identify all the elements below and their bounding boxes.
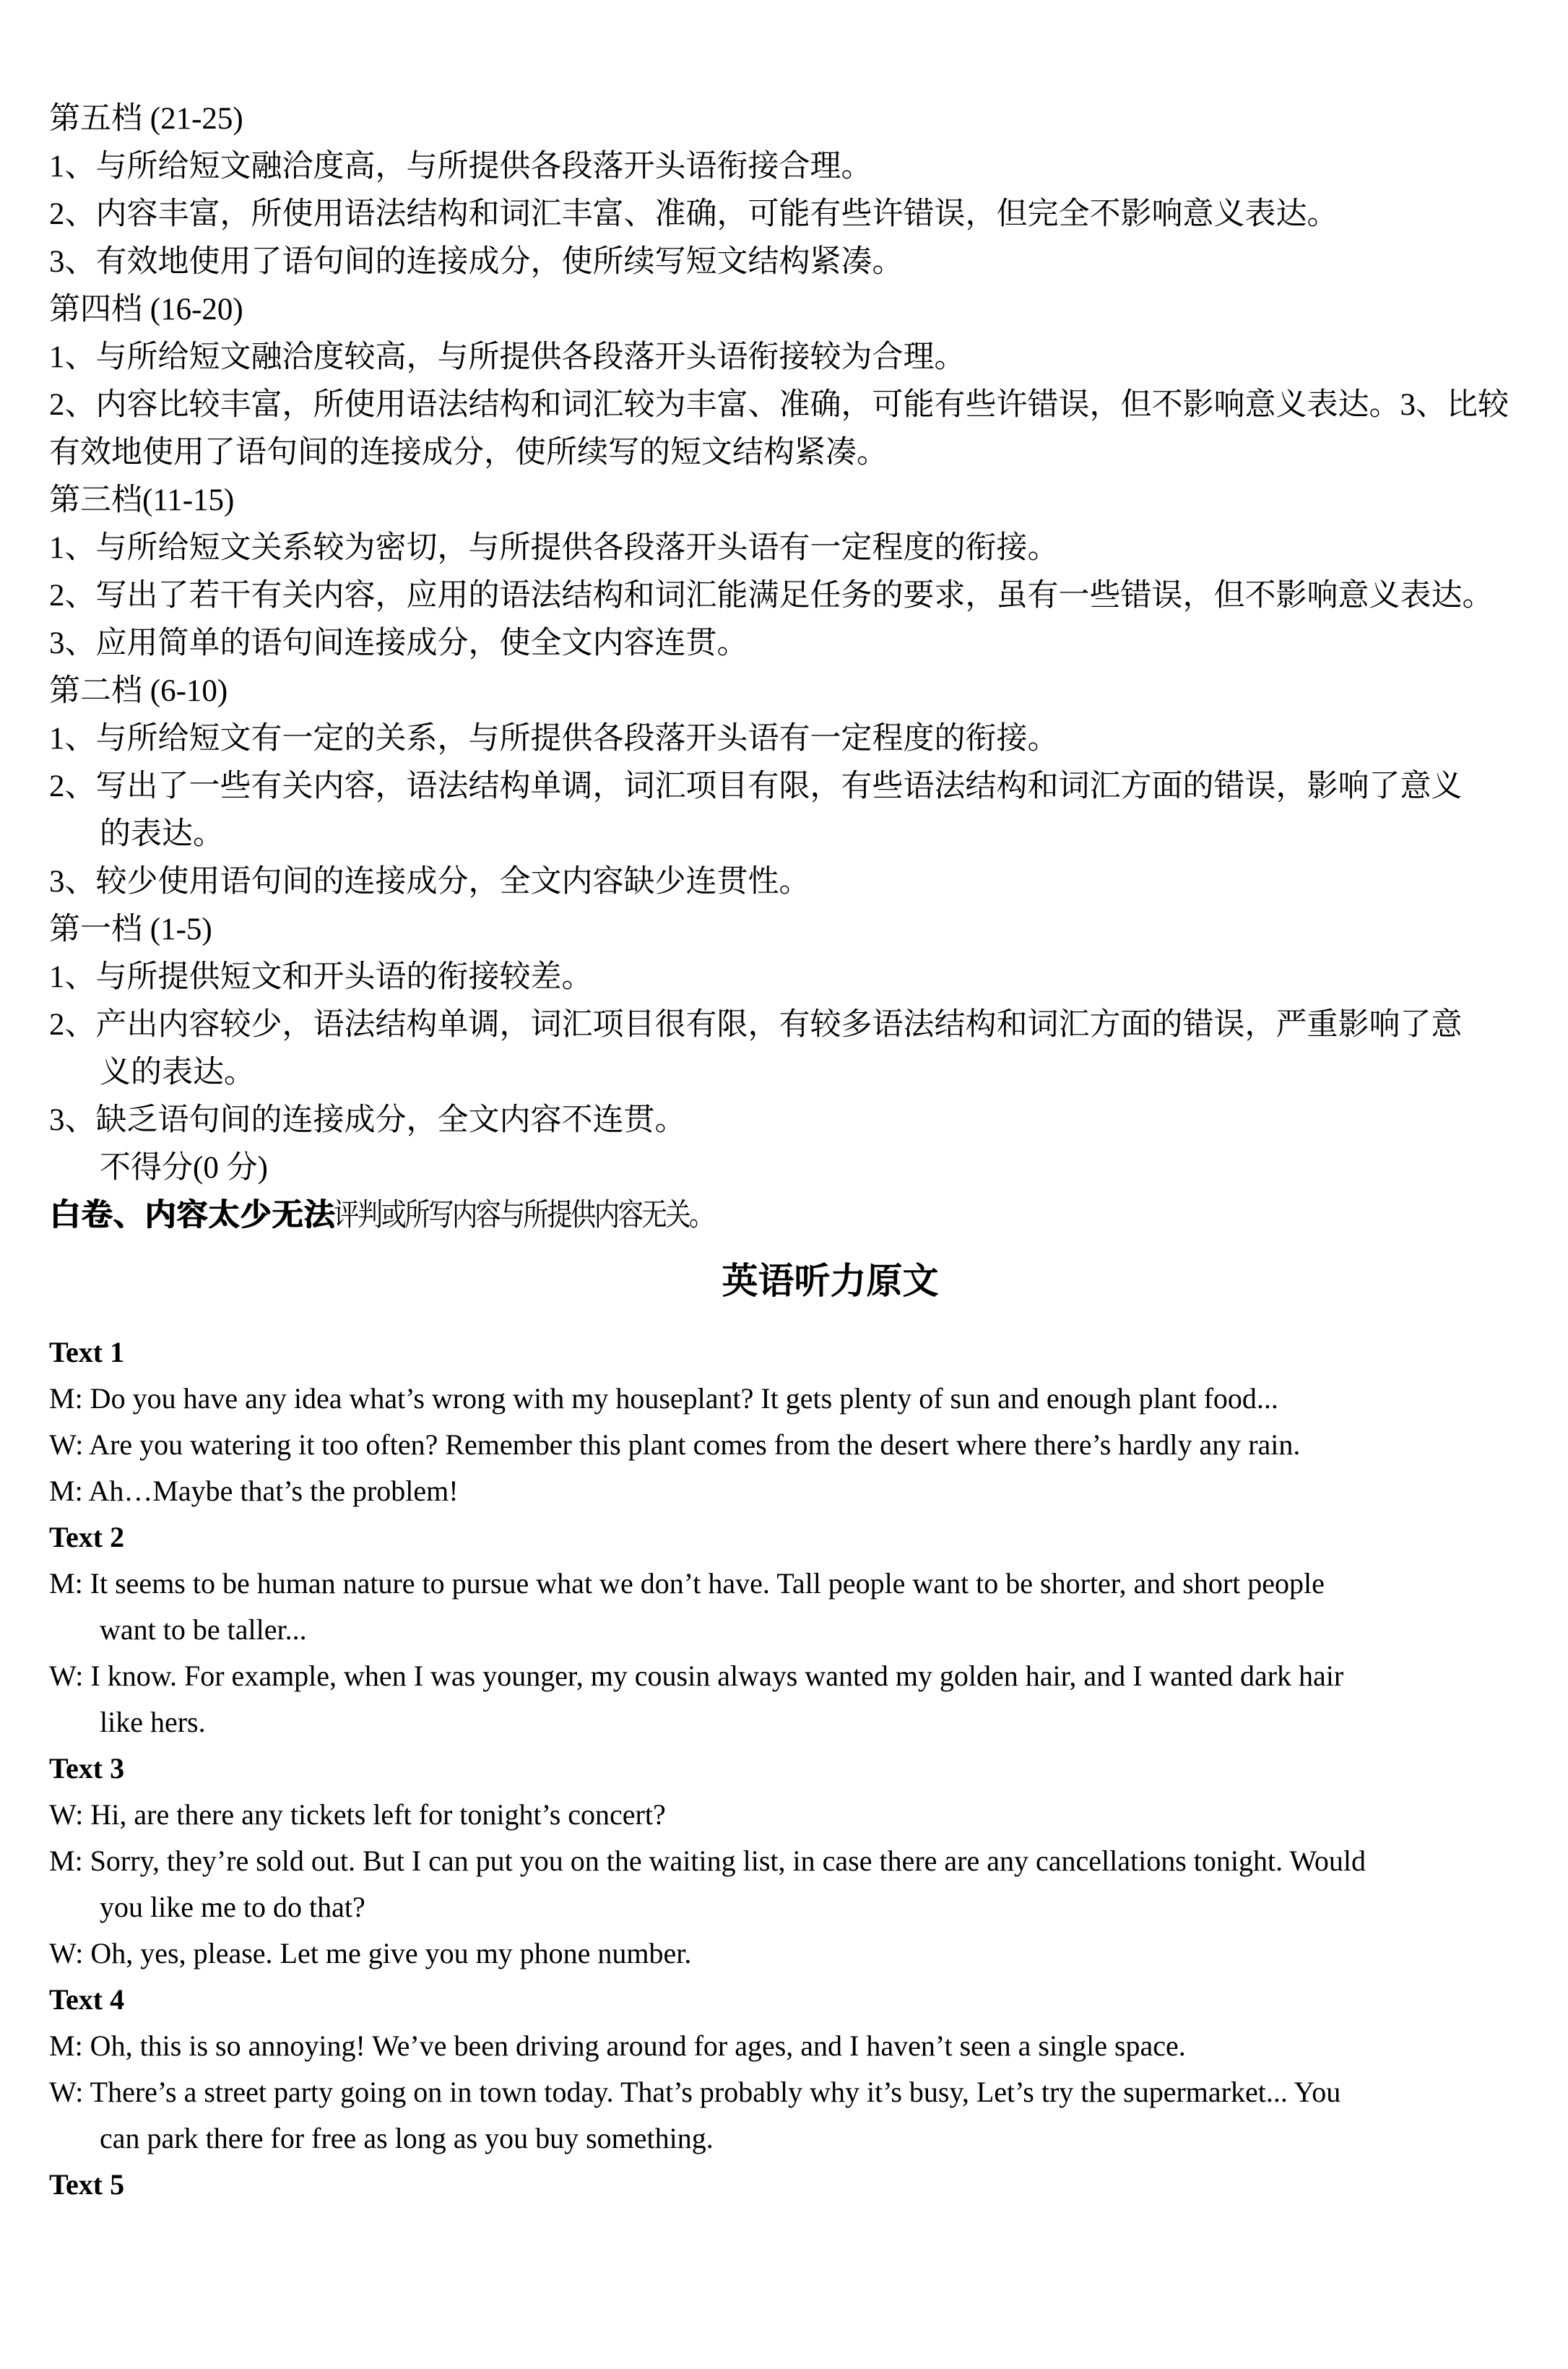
transcript-line: Text 1 (49, 1336, 125, 1368)
transcript-section (49, 1329, 1525, 2208)
rubric-line: 第四档 (16-20) (49, 293, 243, 327)
transcript-line: Text 2 (49, 1521, 125, 1553)
transcript-line: W: There’s a street party going on in town today. That’s probably why it’s busy, Let’s try the supermarket... You (49, 2076, 1341, 2108)
rubric-line: 有效地使用了语句间的连接成分，使所续写的短文结构紧凑。 (49, 436, 888, 470)
transcript-line: can park there for free as long as you buy something. (100, 2122, 714, 2154)
rubric-line: 1、与所提供短文和开头语的衔接较差。 (49, 960, 593, 994)
document-page (49, 95, 1525, 2208)
rubric-line: 2、内容丰富，所使用语法结构和词汇丰富、准确，可能有些许错误，但完全不影响意义表达。 (49, 197, 1338, 231)
transcript-line: W: Are you watering it too often? Remember this plant comes from the desert where there’s hardly any rain. (49, 1428, 1301, 1461)
rubric-final-note (49, 1192, 1525, 1240)
transcript-line: Text 3 (49, 1752, 125, 1785)
rubric-line: 的表达。 (100, 817, 224, 851)
rubric-section (49, 95, 1525, 1192)
rubric-line: 第二档 (6-10) (49, 674, 228, 708)
rubric-line: 1、与所给短文关系较为密切，与所提供各段落开头语有一定程度的衔接。 (49, 531, 1059, 565)
rubric-line: 2、产出内容较少，语法结构单调，词汇项目很有限，有较多语法结构和词汇方面的错误，严重影响了意 (49, 1008, 1463, 1042)
transcript-line: M: Ah…Maybe that’s the problem! (49, 1475, 459, 1507)
transcript-line: you like me to do that? (100, 1891, 365, 1923)
transcript-line: Text 4 (49, 1983, 125, 2016)
transcript-line: M: Do you have any idea what’s wrong with my houseplant? It gets plenty of sun and enough plant food... (49, 1382, 1278, 1415)
rubric-line: 3、有效地使用了语句间的连接成分，使所续写短文结构紧凑。 (49, 245, 904, 279)
transcript-line: W: I know. For example, when I was younger, my cousin always wanted my golden hair, and I wanted dark hair (49, 1660, 1344, 1692)
listening-transcript-heading: 英语听力原文 (722, 1261, 939, 1301)
rubric-line: 第三档(11-15) (49, 483, 235, 517)
rubric-line: 3、较少使用语句间的连接成分，全文内容缺少连贯性。 (49, 865, 810, 899)
transcript-line: W: Hi, are there any tickets left for tonight’s concert? (49, 1798, 666, 1831)
transcript-line: M: Oh, this is so annoying! We’ve been driving around for ages, and I haven’t seen a single space. (49, 2029, 1186, 2062)
transcript-line: M: It seems to be human nature to pursue what we don’t have. Tall people want to be shorter, and short people (49, 1567, 1325, 1600)
rubric-line: 1、与所给短文融洽度较高，与所提供各段落开头语衔接较为合理。 (49, 340, 966, 374)
transcript-line: Text 5 (49, 2168, 125, 2201)
rubric-final-note-condensed: 评判或所写内容与所提供内容无关。 (334, 1199, 713, 1233)
transcript-line: like hers. (100, 1706, 206, 1738)
rubric-line: 2、写出了若干有关内容，应用的语法结构和词汇能满足任务的要求，虽有一些错误，但不影响意义表达。 (49, 579, 1494, 613)
rubric-line: 1、与所给短文融洽度高，与所提供各段落开头语衔接合理。 (49, 150, 872, 184)
rubric-final-note-bold: 白卷、内容太少无法 (49, 1199, 335, 1233)
rubric-line: 不得分(0 分) (100, 1151, 268, 1185)
rubric-line: 2、内容比较丰富，所使用语法结构和词汇较为丰富、准确，可能有些许错误，但不影响意义表达。3、比较 (49, 388, 1509, 422)
rubric-line: 第五档 (21-25) (49, 102, 243, 136)
rubric-line: 1、与所给短文有一定的关系，与所提供各段落开头语有一定程度的衔接。 (49, 722, 1059, 756)
rubric-line: 2、写出了一些有关内容，语法结构单调，词汇项目有限，有些语法结构和词汇方面的错误，影响了意义 (49, 769, 1463, 803)
rubric-line: 3、缺乏语句间的连接成分，全文内容不连贯。 (49, 1103, 686, 1137)
rubric-line: 义的表达。 (100, 1056, 255, 1089)
transcript-line: W: Oh, yes, please. Let me give you my phone number. (49, 1937, 692, 1969)
transcript-line: M: Sorry, they’re sold out. But I can put you on the waiting list, in case there are any cancellations tonight. Would (49, 1844, 1366, 1877)
rubric-line: 第一档 (1-5) (49, 912, 212, 946)
transcript-line: want to be taller... (100, 1613, 307, 1646)
rubric-line: 3、应用简单的语句间连接成分，使全文内容连贯。 (49, 626, 748, 660)
